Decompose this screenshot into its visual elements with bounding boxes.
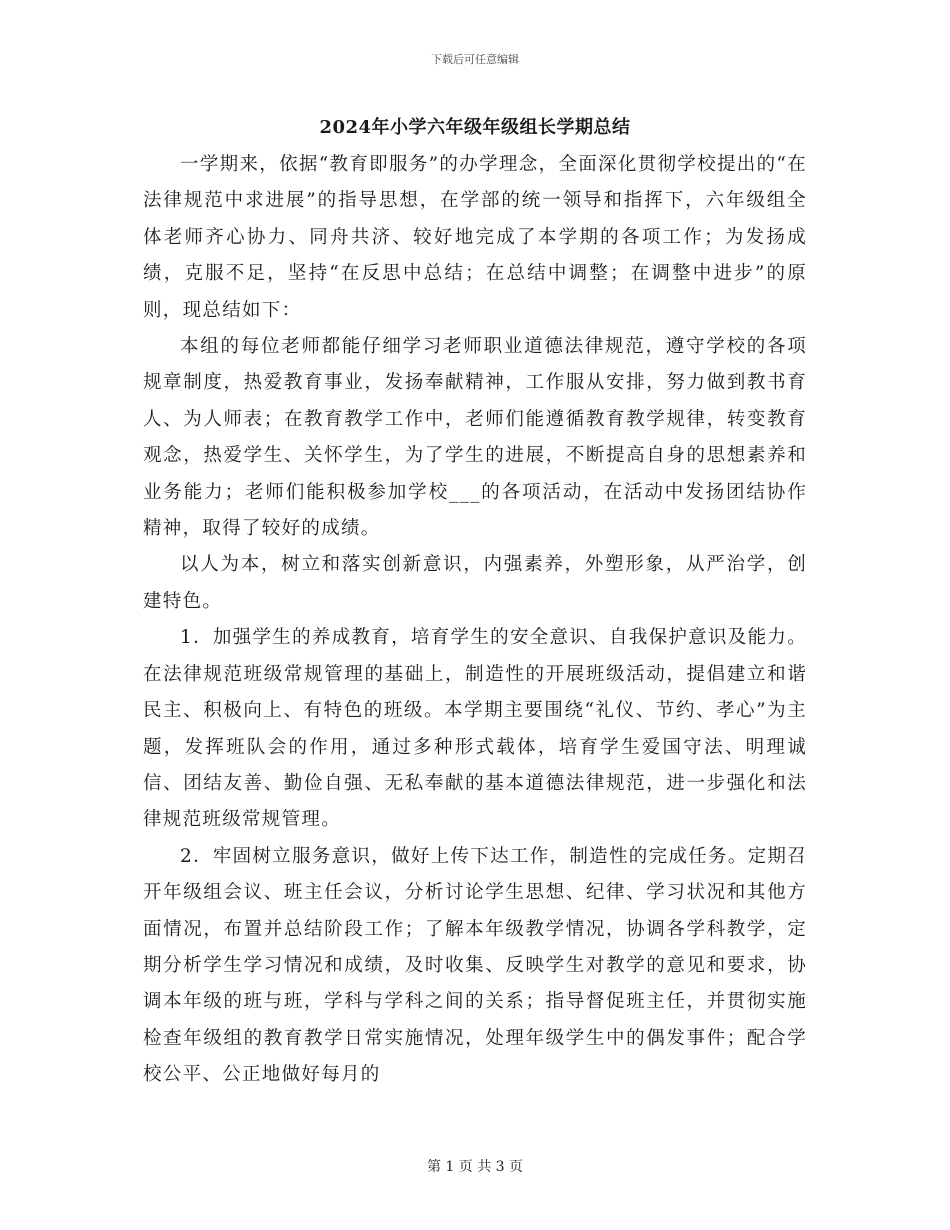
page-number: 第 1 页 共 3 页 — [426, 1159, 524, 1175]
document-body — [143, 147, 807, 1094]
paragraph-item-1: 1．加强学生的养成教育，培育学生的安全意识、自我保护意识及能力。在法律规范班级常规管理的基础上，制造性的开展班级活动，提倡建立和谐民主、积极向上、有特色的班级。本学期主要围绕“礼仪、节约、孝心”为主题，发挥班队会的作用，通过多种形式载体，培育学生爱国守法、明理诚信、团结友善、勤俭自强、无私奉献的基本道德法律规范，进一步强化和法律规范班级常规管理。 — [143, 627, 807, 831]
paragraph-item-2: 2．牢固树立服务意识，做好上传下达工作，制造性的完成任务。定期召开年级组会议、班主任会议，分析讨论学生思想、纪律、学习状况和其他方面情况，布置并总结阶段工作；了解本年级教学情况，协调各学科教学，定期分析学生学习情况和成绩，及时收集、反映学生对教学的意见和要求，协调本年级的班与班，学科与学科之间的关系；指导督促班主任，并贯彻实施检查年级组的教育教学日常实施情况，处理年级学生中的偶发事件；配合学校公平、公正地做好每月的 — [143, 845, 807, 1086]
page-header-note: 下载后可任意编辑 — [431, 53, 519, 66]
paragraph-intro: 一学期来，依据“教育即服务”的办学理念，全面深化贯彻学校提出的“在法律规范中求进展”的指导思想，在学部的统一领导和指挥下，六年级组全体老师齐心协力、同舟共济、较好地完成了本学期的各项工作；为发扬成绩，克服不足，坚持“在反思中总结；在总结中调整；在调整中进步”的原则，现总结如下： — [143, 154, 807, 321]
paragraph-teacher-conduct: 本组的每位老师都能仔细学习老师职业道德法律规范，遵守学校的各项规章制度，热爱教育事业，发扬奉献精神，工作服从安排，努力做到教书育人、为人师表；在教育教学工作中，老师们能遵循教育教学规律，转变教育观念，热爱学生、关怀学生，为了学生的进展，不断提高自身的思想素养和业务能力；老师们能积极参加学校___的各项活动，在活动中发扬团结协作精神，取得了较好的成绩。 — [143, 336, 807, 540]
document-title: 2024年小学六年级年级组长学期总结 — [319, 117, 631, 138]
paragraph-guiding-principle: 以人为本，树立和落实创新意识，内强素养，外塑形象，从严治学，创建特色。 — [143, 554, 807, 612]
